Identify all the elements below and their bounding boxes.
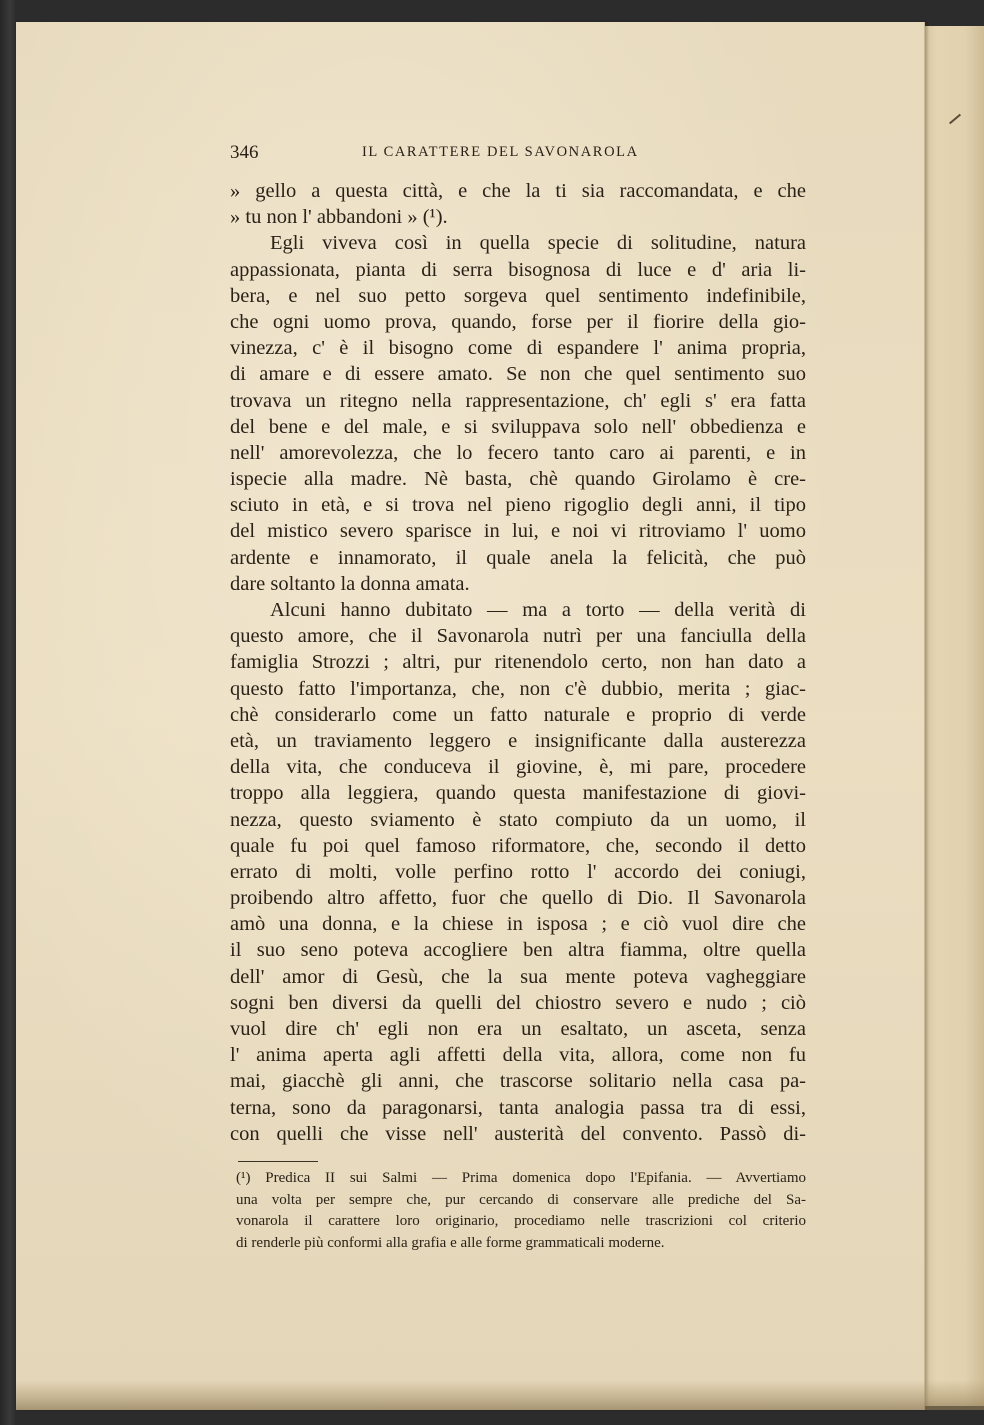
body-line: di amare e di essere amato. Se non che quel sentimento suo bbox=[230, 363, 806, 386]
body-line: questo amore, che il Savonarola nutrì per una fanciulla della bbox=[230, 625, 806, 648]
body-line: » gello a questa città, e che la ti sia raccomandata, e che bbox=[230, 180, 806, 202]
page-header bbox=[230, 142, 808, 166]
body-line: » tu non l' abbandoni » (¹). bbox=[230, 206, 448, 229]
body-line: Egli viveva così in quella specie di solitudine, natura bbox=[270, 232, 806, 255]
body-line: nell' amorevolezza, che lo fecero tanto caro ai parenti, e in bbox=[230, 441, 806, 464]
page-stack-edge bbox=[924, 26, 984, 1406]
body-line: età, un traviamento leggero e insignificante dalla austerezza bbox=[230, 729, 806, 752]
body-line: sciuto in età, e si trova nel pieno rigoglio degli anni, il tipo bbox=[230, 494, 806, 517]
body-line: ardente e innamorato, il quale anela la felicità, che può bbox=[230, 546, 806, 569]
footnote-line: di renderle più conformi alla grafia e alle forme grammaticali moderne. bbox=[236, 1234, 665, 1251]
body-line: errato di molti, volle perfino rotto l' accordo dei coniugi, bbox=[230, 860, 806, 883]
body-line: chè considerarlo come un fatto naturale e proprio di verde bbox=[230, 703, 806, 726]
body-line: con quelli che visse nell' austerità del convento. Passò di- bbox=[230, 1122, 806, 1145]
body-line: del bene e del male, e si sviluppava solo nell' obbedienza e bbox=[230, 415, 806, 438]
body-line: questo fatto l'importanza, che, non c'è dubbio, merita ; giac- bbox=[230, 677, 806, 700]
running-title: IL CARATTERE DEL SAVONAROLA bbox=[362, 144, 639, 160]
body-line: sogni ben diversi da quelli del chiostro severo e nudo ; ciò bbox=[230, 991, 806, 1014]
footnote-line: vonarola il carattere loro originario, procediamo nelle trascrizioni col criterio bbox=[236, 1213, 806, 1229]
body-line: nezza, questo sviamento è stato compiuto da un uomo, il bbox=[230, 808, 806, 831]
body-text bbox=[230, 178, 806, 1147]
body-line: Alcuni hanno dubitato — ma a torto — della verità di bbox=[270, 599, 806, 621]
footnote-line: (¹) Predica II sui Salmi — Prima domenica dopo l'Epifania. — Avvertiamo bbox=[236, 1170, 806, 1186]
body-line: proibendo altro affetto, fuor che quello di Dio. Il Savonarola bbox=[230, 887, 806, 910]
body-line: della vita, che conduceva il giovine, è, mi pare, procedere bbox=[230, 756, 806, 779]
body-line: bera, e nel suo petto sorgeva quel sentimento indefinibile, bbox=[230, 284, 806, 307]
body-line: vinezza, c' è il bisogno come di espandere l' anima propria, bbox=[230, 337, 806, 360]
body-line: dare soltanto la donna amata. bbox=[230, 572, 470, 595]
body-line: ispecie alla madre. Nè basta, chè quando Girolamo è cre- bbox=[230, 468, 806, 491]
body-line: quale fu poi quel famoso riformatore, che, secondo il detto bbox=[230, 834, 806, 857]
body-line: famiglia Strozzi ; altri, pur ritenendolo certo, non han dato a bbox=[230, 651, 806, 674]
body-line: vuol dire ch' egli non era un esaltato, un asceta, senza bbox=[230, 1018, 806, 1040]
page-number: 346 bbox=[230, 142, 259, 163]
body-line: dell' amor di Gesù, che la sua mente poteva vagheggiare bbox=[230, 965, 806, 988]
body-line: amò una donna, e la chiese in isposa ; e ciò vuol dire che bbox=[230, 913, 806, 936]
footnote-divider bbox=[238, 1161, 318, 1162]
body-line: terna, sono da paragonarsi, tanta analogia passa tra di essi, bbox=[230, 1096, 806, 1119]
body-line: trovava un ritegno nella rappresentazione, ch' egli s' era fatta bbox=[230, 389, 806, 412]
body-line: del mistico severo sparisce in lui, e noi vi ritroviamo l' uomo bbox=[230, 520, 806, 543]
body-line: mai, giacchè gli anni, che trascorse solitario nella casa pa- bbox=[230, 1070, 806, 1093]
body-line: il suo seno poteva accogliere ben altra fiamma, oltre quella bbox=[230, 939, 806, 962]
body-line: appassionata, pianta di serra bisognosa di luce e d' aria li- bbox=[230, 258, 806, 281]
footnote bbox=[236, 1168, 806, 1254]
footnote-line: una volta per sempre che, pur cercando di conservare alle prediche del Sa- bbox=[236, 1191, 806, 1208]
body-line: troppo alla leggiera, quando questa manifestazione di giovi- bbox=[230, 782, 806, 805]
page-bottom-edge bbox=[16, 1380, 984, 1410]
body-line: l' anima aperta agli affetti della vita, allora, come non fu bbox=[230, 1044, 806, 1067]
body-line: che ogni uomo prova, quando, forse per il fiorire della gio- bbox=[230, 310, 806, 333]
